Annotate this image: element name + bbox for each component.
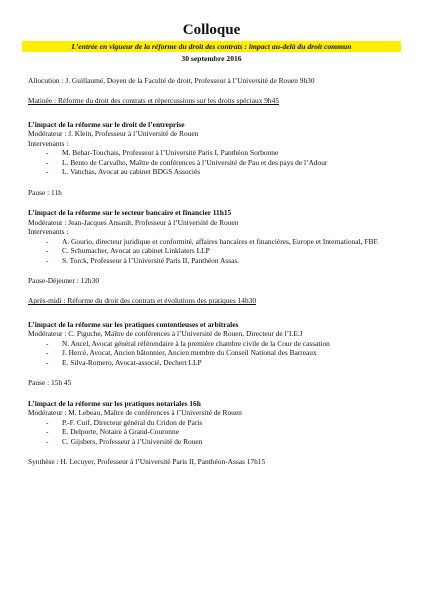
speaker-item: - M. Behar-Touchais, Professeur à l’Université Paris I, Panthéon Sorbonne (46, 148, 395, 157)
page-title: Colloque (182, 22, 241, 38)
speaker-item: - C. Gijsbers, Professeur à l’Université de Rouen (46, 437, 395, 446)
session-1-speakers-label: Intervenants : (28, 138, 69, 148)
synthesis-line: Synthèse : H. Lecuyer, Professeur à l’Université Paris II, Panthéon-Assas 17h15 (28, 457, 266, 467)
session-4-speaker-list (28, 418, 395, 446)
speaker-item: - E. Delporte, Notaire à Grand-Couronne (46, 427, 395, 436)
speaker-item: - N. Ancel, Avocat général référendaire à la première chambre civile de la Cour de cassation (46, 339, 395, 348)
speaker-item: - L. Vanchas, Avocat au cabinet BDGS Associés (46, 167, 395, 176)
session-3-title: L’impact de la réforme sur les pratiques contentieuses et arbitrales (28, 319, 239, 329)
pause-2: Pause : 15h 45 (28, 378, 72, 388)
pause-1: Pause : 11h (28, 187, 62, 197)
session-2-moderator: Modérateur : Jean-Jacques Ansault, Professeur à l’Université de Rouen (28, 217, 239, 227)
session-1-title: L’impact de la réforme sur le droit de l’entreprise (28, 119, 185, 129)
speaker-item: - A. Gourio, directeur juridique et conformité, affaires bancaires et financières, Europe et International, FBF. (46, 237, 395, 246)
speaker-item: - S. Torck, Professeur à l’Université Paris II, Panthéon Assas. (46, 256, 395, 265)
subtitle-highlight: L’entrée en vigueur de la réforme du droit des contrats : impact au-delà du droit commun (22, 41, 401, 53)
speaker-item: - C. Schumacher, Avocat au cabinet Linklaters LLP (46, 246, 395, 255)
allocution-line: Allocution : J. Guillaumé, Doyen de la Faculté de droit, Professeur à l’Université de Rouen 9h30 (28, 75, 315, 85)
session-3-moderator: Modérateur : C. Piguche, Maître de conférences à l’Université de Rouen, Directeur de l’I.E.J (28, 329, 303, 339)
session-4-title: L’impact de la réforme sur les pratiques notariales 16h (28, 398, 201, 408)
session-4 (28, 399, 395, 446)
session-3 (28, 320, 395, 367)
session-2-title: L’impact de la réforme sur le secteur bancaire et financier 11h15 (28, 208, 232, 218)
session-3-speaker-list (28, 339, 395, 367)
session-4-moderator: Modérateur : M. Lebeau, Maître de conférences à l’Université de Rouen (28, 408, 242, 418)
afternoon-heading: Après-midi : Réforme du droit des contrats et évolutions des pratiques 14h30 (28, 296, 257, 306)
lunch-break: Pause-Déjeuner : 12h30 (28, 275, 100, 285)
speaker-item: - J. Hercé, Avocat, Ancien bâtonnier, Ancien membre du Conseil National des Barreaux (46, 348, 395, 357)
event-date: 30 septembre 2016 (181, 54, 242, 64)
speaker-item: - E. Silva-Romero, Avocat-associé, Dechert LLP (46, 358, 395, 367)
session-1-moderator: Modérateur : J. Klein, Professeur à l’Université de Rouen (28, 129, 199, 139)
speaker-item: - L. Bento de Carvalho, Maître de conférences à l’Université de Pau et des pays de l’Adour (46, 158, 395, 167)
session-1-speaker-list (28, 148, 395, 176)
session-2-speaker-list (28, 237, 395, 265)
session-1 (28, 120, 395, 177)
session-2 (28, 208, 395, 265)
speaker-item: - P.-F. Cuif, Directeur général du Cridon de Paris (46, 418, 395, 427)
session-2-speakers-label: Intervenants : (28, 227, 69, 237)
morning-heading: Matinée : Réforme du droit des contrats et répercussions sur les droits spéciaux 9h45 (28, 96, 280, 106)
